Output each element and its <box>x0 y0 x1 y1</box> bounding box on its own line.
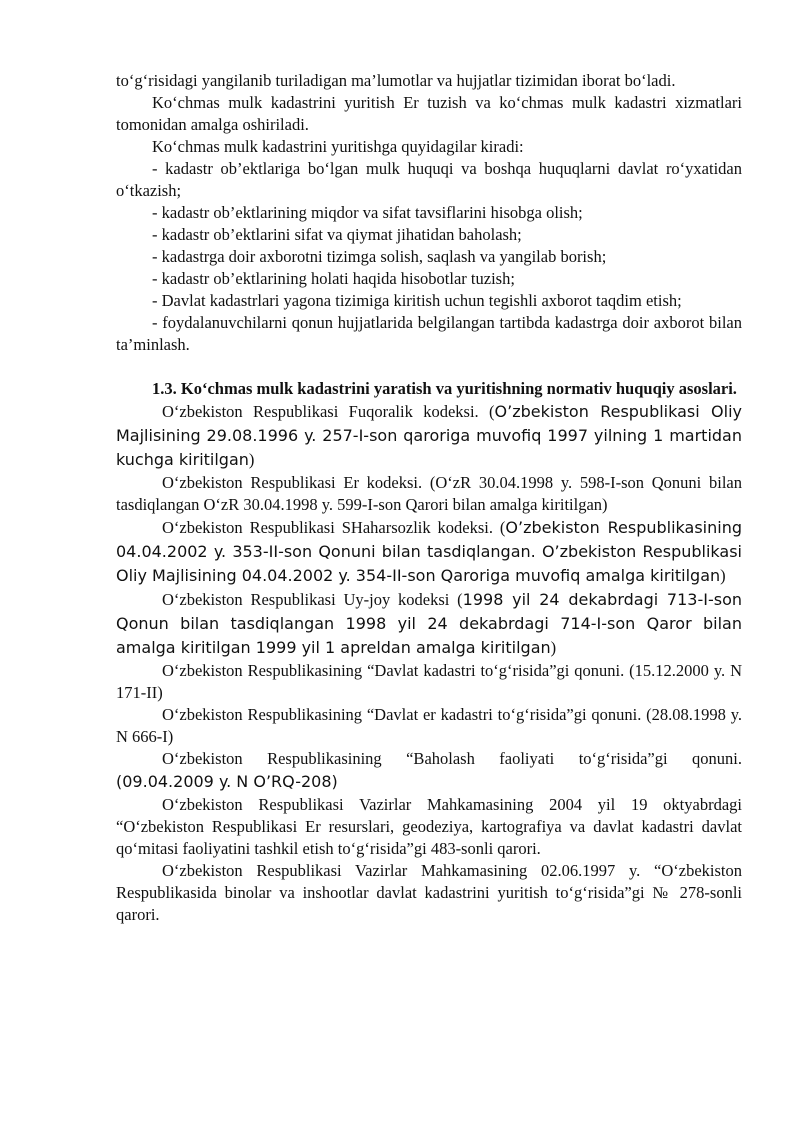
list-item: - kadastr ob’ektlariga bo‘lgan mulk huquqi va boshqa huquqlarni davlat ro‘yxatidan o‘tkazish; <box>116 159 742 200</box>
list-item: - kadastr ob’ektlarini sifat va qiymat jihatidan baholash; <box>152 225 522 244</box>
law-urban-code <box>116 516 742 588</box>
paragraph-kadastr-service: Ko‘chmas mulk kadastrini yuritish Er tuzish va ko‘chmas mulk kadastri xizmatlari tomonidan amalga oshiriladi. <box>116 93 742 134</box>
spacer <box>116 356 742 378</box>
law-title: O‘zbekiston Respublikasi Uy-joy kodeksi ( <box>162 590 463 609</box>
law-close: ) <box>248 450 255 469</box>
law-state-cadastre: O‘zbekiston Respublikasining “Davlat kadastri to‘g‘risida”gi qonuni. (15.12.2000 y. N 171-II) <box>116 661 742 702</box>
list-item: - kadastr ob’ektlarining holati haqida hisobotlar tuzish; <box>152 269 515 288</box>
resolution-483: O‘zbekiston Respublikasi Vazirlar Mahkamasining 2004 yil 19 oktyabrdagi “O‘zbekiston Respublikasi Er resurslari, geodeziya, kartografiya va davlat kadastri davlat qo‘mitasi faoliyatini tashkil etish to‘g‘risida”gi 483-sonli qarori. <box>116 795 742 858</box>
law-note: O’zbekiston Respublikasining 04.04.2002 y. 353-II-son Qonuni bilan tasdiqlangan. O’zbekiston Respublikasi Oliy Majlisining 04.04.2002 y. 354-II-son Qaroriga muvofiq amalga kiritilgan <box>116 518 742 585</box>
law-title: O‘zbekiston Respublikasi SHaharsozlik kodeksi. ( <box>162 518 506 537</box>
law-note: 1998 yil 24 dekabrdagi 713-I-son Qonun bilan tasdiqlangan 1998 yil 24 dekabrdagi 714-I-son Qaror bilan amalga kiritilgan 1999 yil 1 apreldan amalga kiritilgan <box>116 590 742 657</box>
law-civil-code <box>116 400 742 472</box>
law-note: (09.04.2009 y. N O’RQ-208) <box>116 772 338 791</box>
list-item: - Davlat kadastrlari yagona tizimiga kiritish uchun tegishli axborot taqdim etish; <box>152 291 682 310</box>
law-close: ) <box>550 638 557 657</box>
paragraph-list-intro: Ko‘chmas mulk kadastrini yuritishga quyidagilar kiradi: <box>152 137 524 156</box>
law-title: O‘zbekiston Respublikasining “Baholash faoliyati to‘g‘risida”gi qonuni. <box>162 749 742 768</box>
list-item: - foydalanuvchilarni qonun hujjatlarida belgilangan tartibda kadastrga doir axborot bilan ta’minlash. <box>116 313 742 354</box>
law-title: O‘zbekiston Respublikasi Fuqoralik kodeksi. ( <box>162 402 495 421</box>
list-item: - kadastrga doir axborotni tizimga solish, saqlash va yangilab borish; <box>152 247 607 266</box>
list-item: - kadastr ob’ektlarining miqdor va sifat tavsiflarini hisobga olish; <box>152 203 583 222</box>
law-housing-code <box>116 588 742 660</box>
resolution-278: O‘zbekiston Respublikasi Vazirlar Mahkamasining 02.06.1997 y. “O‘zbekiston Respublikasida binolar va inshootlar davlat kadastrini yuritish to‘g‘risida”gi № 278-sonli qarori. <box>116 861 742 924</box>
law-land-cadastre: O‘zbekiston Respublikasining “Davlat er kadastri to‘g‘risida”gi qonuni. (28.08.1998 y. N 666-I) <box>116 705 742 746</box>
document-page <box>116 70 742 926</box>
law-note: O’zbekiston Respublikasi Oliy Majlisining 29.08.1996 y. 257-I-son qaroriga muvofiq 1997 yilning 1 martidan kuchga kiritilgan <box>116 402 742 469</box>
law-close: ) <box>720 566 726 585</box>
section-heading: 1.3. Ko‘chmas mulk kadastrini yaratish va yuritishning normativ huquqiy asoslari. <box>152 379 737 398</box>
paragraph-continuation: to‘g‘risidagi yangilanib turiladigan ma’lumotlar va hujjatlar tizimidan iborat bo‘ladi. <box>116 71 676 90</box>
law-valuation <box>116 748 742 794</box>
law-land-code: O‘zbekiston Respublikasi Er kodeksi. (O‘zR 30.04.1998 y. 598-I-son Qonuni bilan tasdiqlangan O‘zR 30.04.1998 y. 599-I-son Qarori bilan amalga kiritilgan) <box>116 473 742 514</box>
